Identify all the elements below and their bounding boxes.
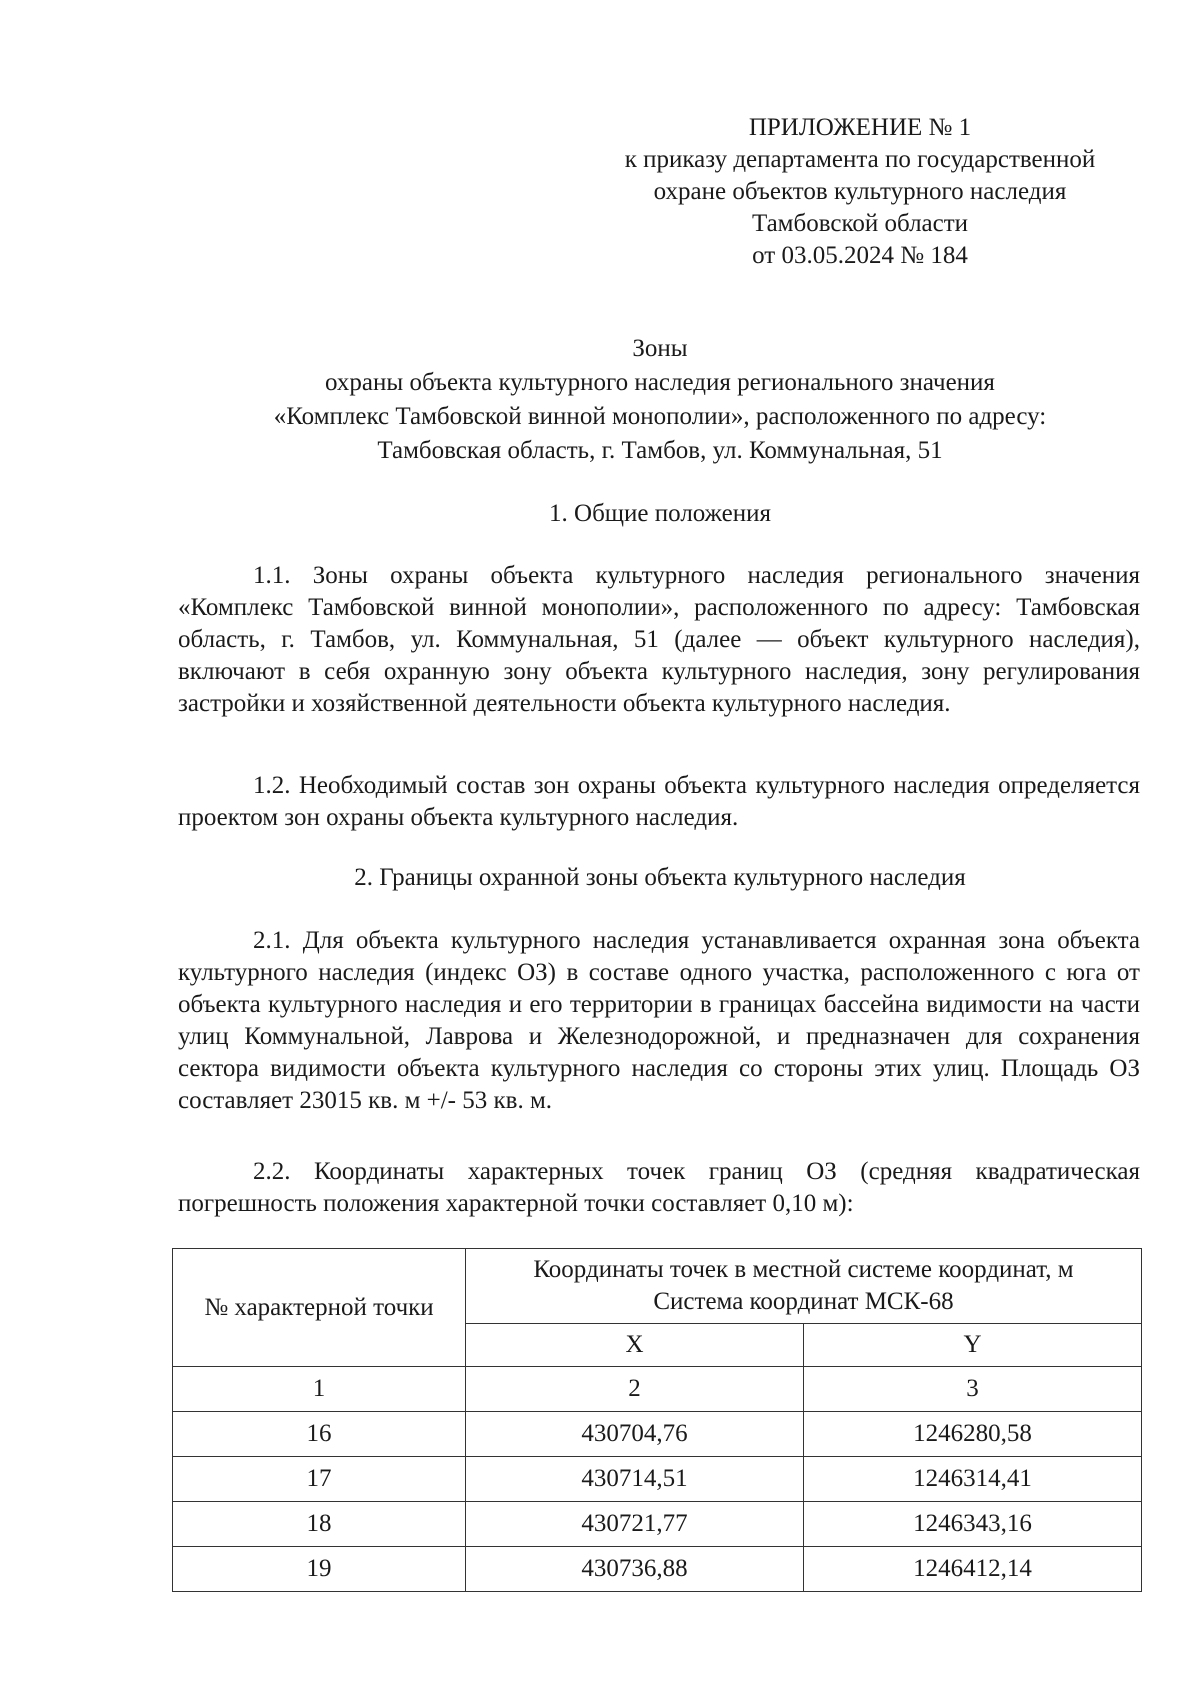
title-line: охраны объекта культурного наследия регионального значения	[325, 369, 995, 396]
header-y: Y	[804, 1324, 1142, 1367]
cell-x: 430704,76	[466, 1412, 804, 1457]
paragraph-2-2: 2.2. Координаты характерных точек границ ОЗ (средняя квадратическая погрешность положения характерной точки составляет 0,10 м):	[178, 1158, 1140, 1217]
cell-point: 18	[173, 1502, 466, 1547]
table-row	[173, 1412, 1142, 1457]
cell-x: 430721,77	[466, 1502, 804, 1547]
paragraph-1-2: 1.2. Необходимый состав зон охраны объекта культурного наследия определяется проектом зон охраны объекта культурного наследия.	[178, 772, 1140, 831]
appendix-line: охране объектов культурного наследия	[653, 178, 1067, 205]
cell-x: 430714,51	[466, 1457, 804, 1502]
cell-y: 1246412,14	[804, 1547, 1142, 1592]
table-row	[173, 1502, 1142, 1547]
cell-point: 19	[173, 1547, 466, 1592]
section-heading-general: 1. Общие положения	[549, 500, 771, 527]
column-number: 1	[173, 1367, 466, 1412]
header-coordinates-line1: Координаты точек в местной системе координат, м	[533, 1256, 1074, 1283]
title-line: Зоны	[632, 335, 688, 362]
cell-point: 17	[173, 1457, 466, 1502]
appendix-line: Тамбовской области	[751, 210, 969, 237]
appendix-line: к приказу департамента по государственной	[624, 146, 1096, 173]
document-title	[170, 332, 1150, 468]
section-heading-boundaries: 2. Границы охранной зоны объекта культурного наследия	[354, 864, 966, 891]
appendix-date: от 03.05.2024 № 184	[752, 242, 968, 269]
table-row	[173, 1547, 1142, 1592]
table-row	[173, 1457, 1142, 1502]
appendix-title: ПРИЛОЖЕНИЕ № 1	[748, 114, 972, 141]
header-coordinates-line2: Система координат МСК-68	[653, 1288, 954, 1315]
cell-point: 16	[173, 1412, 466, 1457]
title-line: Тамбовская область, г. Тамбов, ул. Коммунальная, 51	[377, 437, 943, 464]
column-number: 3	[804, 1367, 1142, 1412]
column-number: 2	[466, 1367, 804, 1412]
cell-y: 1246343,16	[804, 1502, 1142, 1547]
title-line: «Комплекс Тамбовской винной монополии», расположенного по адресу:	[273, 403, 1047, 430]
cell-x: 430736,88	[466, 1547, 804, 1592]
appendix-header	[580, 112, 1140, 272]
cell-y: 1246314,41	[804, 1457, 1142, 1502]
header-coordinates	[466, 1249, 1142, 1324]
header-x: X	[466, 1324, 804, 1367]
cell-y: 1246280,58	[804, 1412, 1142, 1457]
header-point-number: № характерной точки	[173, 1249, 466, 1367]
paragraph-1-1: 1.1. Зоны охраны объекта культурного наследия регионального значения «Комплекс Тамбовской винной монополии», расположенного по адресу: Тамбовская область, г. Тамбов, ул. Коммунальная, 51 (далее — объект культурного наследия), включают в себя охранную зону объекта культурного наследия, зону регулирования застройки и хозяйственной деятельности объекта культурного наследия.	[178, 562, 1140, 717]
paragraph-2-1: 2.1. Для объекта культурного наследия устанавливается охранная зона объекта культурного наследия (индекс ОЗ) в составе одного участка, расположенного с юга от объекта культурного наследия и его территории в границах бассейна видимости на части улиц Коммунальной, Лаврова и Железнодорожной, и предназначен для сохранения сектора видимости объекта культурного наследия со стороны этих улиц. Площадь ОЗ составляет 23015 кв. м +/- 53 кв. м.	[178, 927, 1140, 1114]
coordinates-table	[172, 1248, 1142, 1592]
